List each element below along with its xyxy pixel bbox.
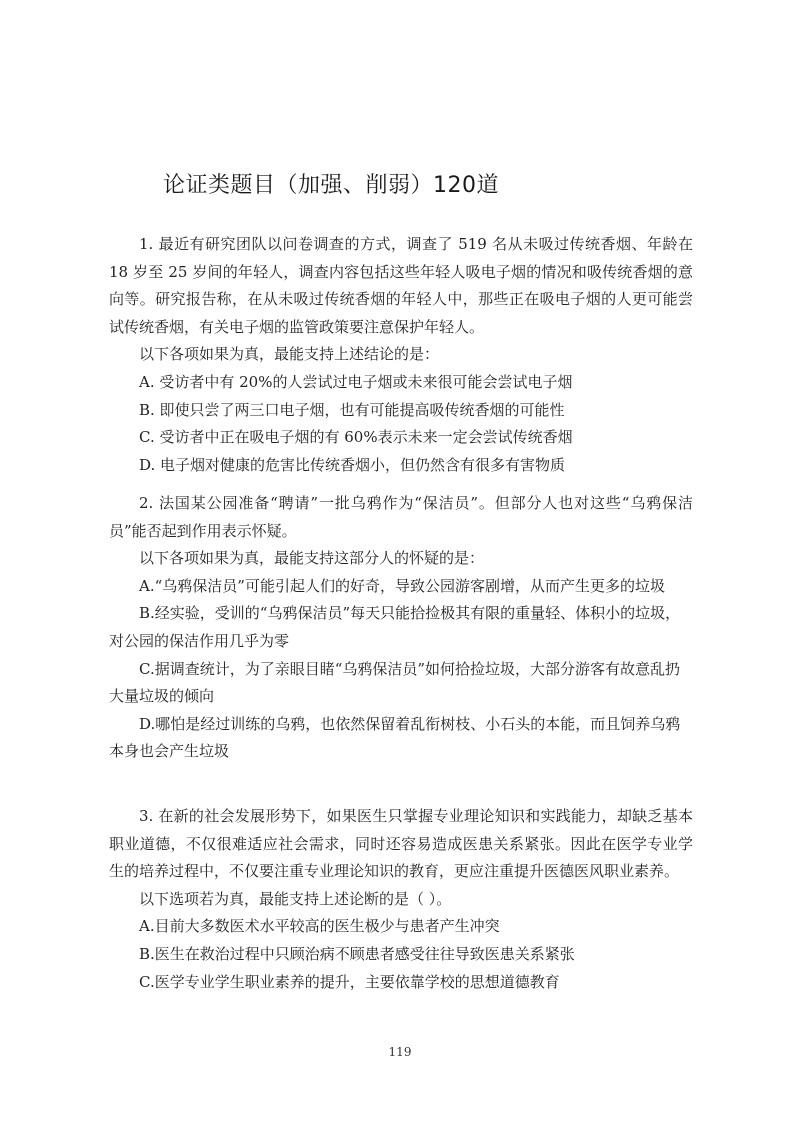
question-prompt: 以下各项如果为真，最能支持这部分人的怀疑的是： xyxy=(139,549,485,568)
option-c: C.医学专业学生职业素养的提升，主要依靠学校的思想道德教育 xyxy=(139,972,560,991)
question-2 xyxy=(109,490,693,766)
option-a: A. 受访者中有 20%的人尝试过电子烟或未来很可能会尝试电子烟 xyxy=(139,372,573,391)
question-stem: 2. 法国某公园准备“聘请”一批乌鸦作为“保洁员”。但部分人也对这些“乌鸦保洁员”能否起到作用表示怀疑。 xyxy=(109,494,693,540)
option-c: C.据调查统计，为了亲眼目睹“乌鸦保洁员”如何拾捡垃圾，大部分游客有故意乱扔大量垃圾的倾向 xyxy=(109,659,681,706)
page-number: 119 xyxy=(388,1045,412,1059)
option-a: A.“乌鸦保洁员”可能引起人们的好奇，导致公园游客剧增，从而产生更多的垃圾 xyxy=(139,576,665,595)
option-c: C. 受访者中正在吸电子烟的有 60%表示未来一定会尝试传统香烟 xyxy=(139,428,573,447)
option-b: B.医生在救治过程中只顾治病不顾患者感受往往导致医患关系紧张 xyxy=(139,944,575,963)
option-d: D.哪怕是经过训练的乌鸦，也依然保留着乱衔树枝、小石头的本能，而且饲养乌鸦本身也会产生垃圾 xyxy=(109,714,681,761)
question-1 xyxy=(109,231,693,479)
question-stem: 1. 最近有研究团队以问卷调查的方式，调查了 519 名从未吸过传统香烟、年龄在 18 岁至 25 岁间的年轻人，调查内容包括这些年轻人吸电子烟的情况和吸传统香烟的意向等。研究报告称，在从未吸过传统香烟的年轻人中，那些正在吸电子烟的人更可能尝试传统香烟，有关电子烟的监管政策要注意保护年轻人。 xyxy=(109,235,693,336)
option-a: A.目前大多数医术水平较高的医生极少与患者产生冲突 xyxy=(139,917,500,936)
option-b: B.经实验，受训的“乌鸦保洁员”每天只能拾捡极其有限的重量轻、体积小的垃圾，对公园的保洁作用几乎为零 xyxy=(109,604,681,650)
option-d: D. 电子烟对健康的危害比传统香烟小，但仍然含有很多有害物质 xyxy=(139,455,566,474)
question-prompt: 以下各项如果为真，最能支持上述结论的是： xyxy=(139,345,440,364)
question-prompt: 以下选项若为真，最能支持上述论断的是（ ）。 xyxy=(139,889,452,908)
option-b: B. 即使只尝了两三口电子烟，也有可能提高吸传统香烟的可能性 xyxy=(139,400,565,419)
question-stem: 3. 在新的社会发展形势下，如果医生只掌握专业理论知识和实践能力，却缺乏基本职业道德，不仅很难适应社会需求，同时还容易造成医患关系紧张。因此在医学专业学生的培养过程中，不仅要注重专业理论知识的教育，更应注重提升医德医风职业素养。 xyxy=(109,807,693,881)
page-title: 论证类题目（加强、削弱）120道 xyxy=(163,173,499,198)
question-3 xyxy=(109,803,693,996)
